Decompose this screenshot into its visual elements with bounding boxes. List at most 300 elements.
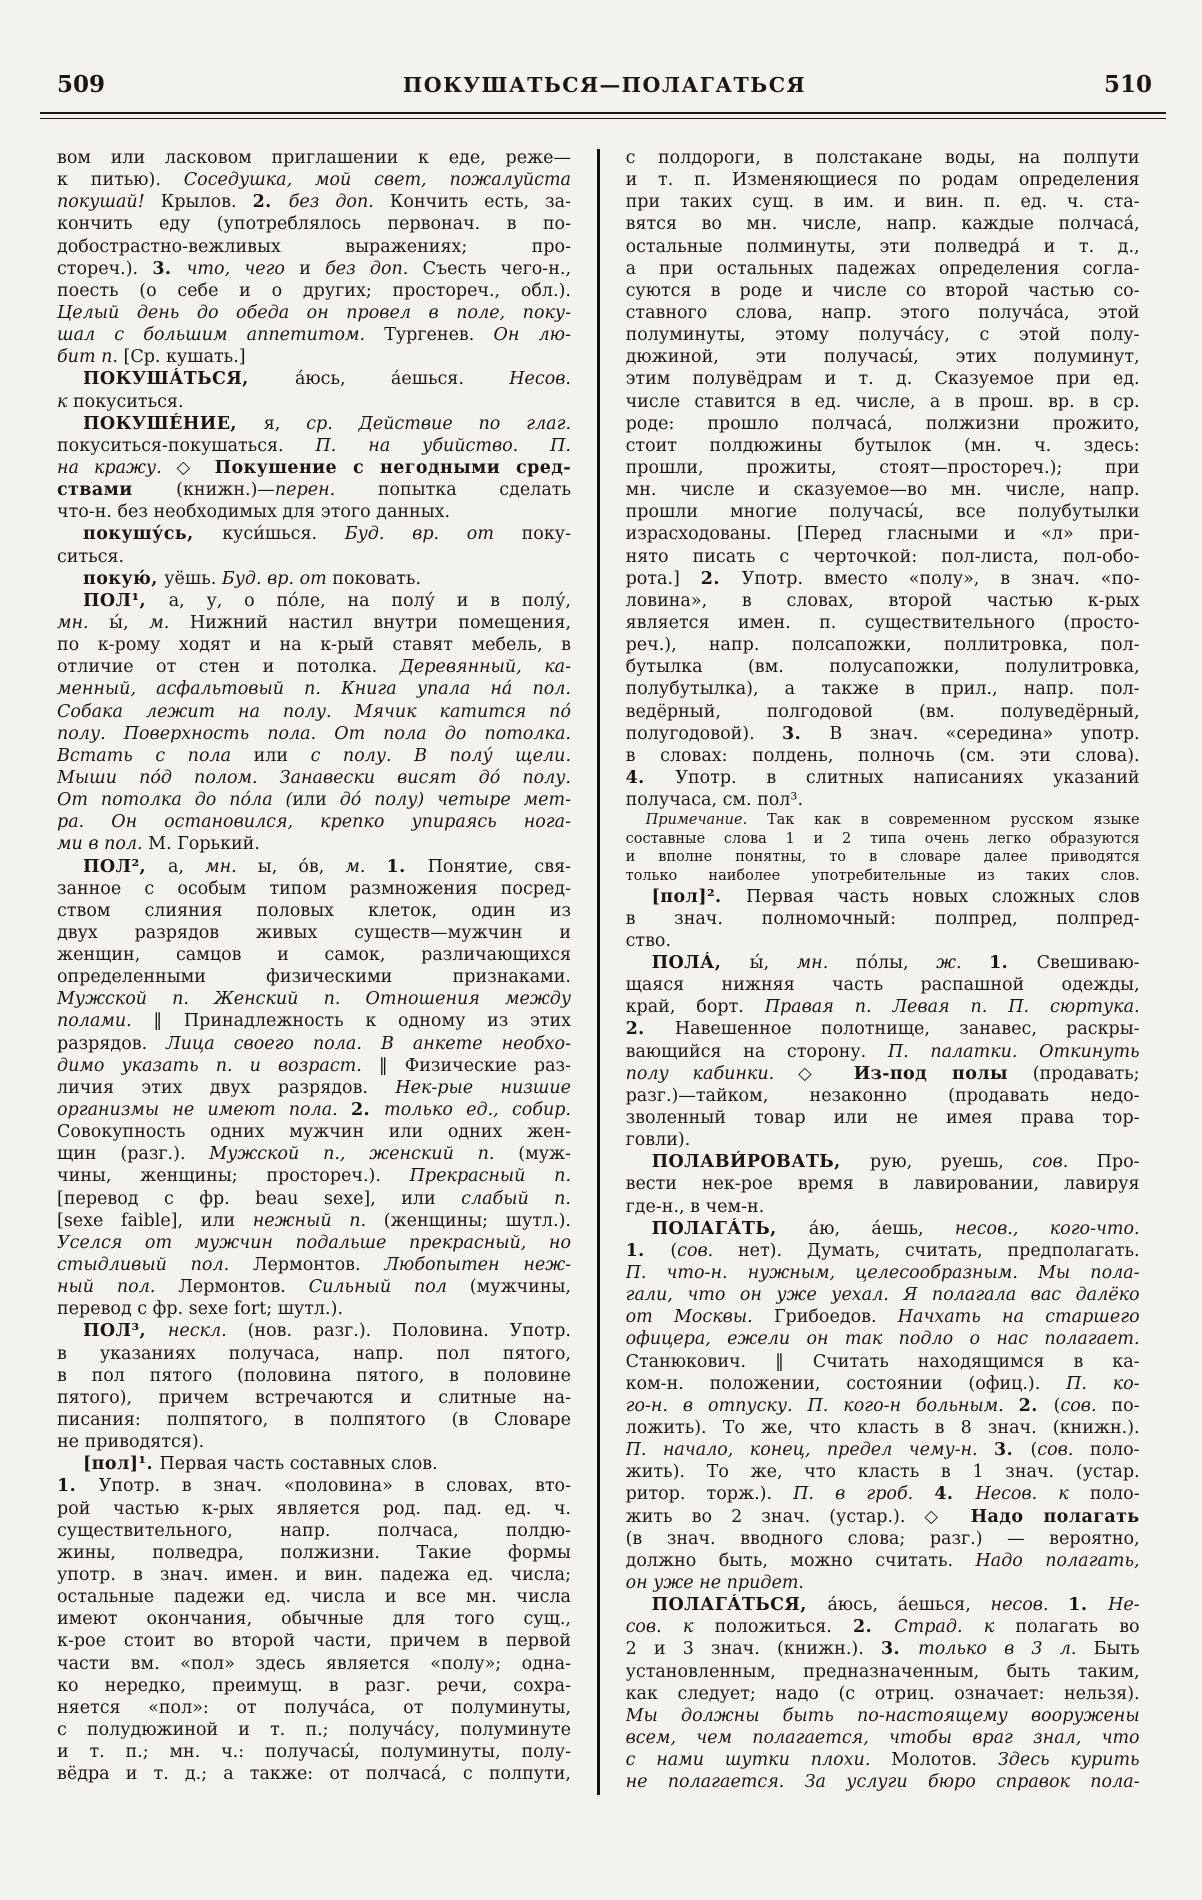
text-line (626, 1373, 1140, 1395)
text-line (626, 767, 1140, 789)
text-segment: ство. (625, 930, 672, 951)
italic-segment: Здесь курить (997, 1750, 1140, 1771)
text-segment: полубутылка), а также в прил., напр. пол- (625, 679, 1140, 700)
italic-segment: Начхать на старшего (897, 1307, 1140, 1328)
text-segment: Тургенев. (384, 325, 494, 346)
text-segment: Станюкович. ‖ Считать находящимся в ка- (625, 1351, 1140, 1372)
text-segment: рую, руешь, (869, 1152, 1033, 1173)
text-line (57, 457, 571, 479)
text-segment: по- (1111, 1395, 1140, 1416)
bold-segment: 1. (386, 856, 428, 877)
italic-segment: сов. (1037, 1440, 1090, 1461)
text-segment: ритор. торж.). (625, 1484, 794, 1505)
text-line (57, 258, 571, 280)
italic-segment: Мужской п., женский п. (209, 1144, 519, 1165)
text-line (626, 236, 1140, 258)
page-number-right: 510 (1103, 71, 1152, 98)
text-line (626, 1240, 1140, 1262)
bold-segment: ПОЛ³, (83, 1321, 168, 1342)
italic-segment: нескл. (167, 1321, 248, 1342)
text-segment: зволенный товар или не имея права тор- (625, 1108, 1140, 1128)
text-line (626, 568, 1140, 590)
text-segment: рота.] (625, 568, 701, 589)
text-segment: жить во 2 знач. (устар.). ◇ (625, 1506, 971, 1527)
text-line (57, 988, 571, 1010)
note-line (626, 830, 1140, 849)
italic-segment: П. на убийство. П. (315, 435, 571, 456)
text-segment: покуситься-покушаться. (57, 435, 316, 456)
text-line (57, 391, 571, 413)
italic-segment: шал с большим аппетитом. (57, 325, 385, 346)
column-divider (597, 149, 600, 1795)
text-line (626, 546, 1140, 568)
text-line (57, 922, 571, 944)
text-line (626, 169, 1140, 191)
bold-segment: Из-под полы (853, 1063, 1033, 1084)
italic-segment: сов. (1032, 1152, 1097, 1173)
text-line (626, 1151, 1140, 1173)
italic-segment: без доп. (325, 258, 423, 279)
text-line (57, 302, 571, 324)
text-segment: нет). Думать, считать, предполагать. (737, 1240, 1140, 1261)
text-segment: прошли многие получасы́, все полубутылки (625, 502, 1140, 523)
bold-segment: 1. (625, 1240, 671, 1261)
text-segment: а, (168, 856, 206, 877)
text-segment: говли). (625, 1130, 691, 1151)
text-segment: бутылка (вм. полусапожки, полулитровка, (625, 657, 1140, 678)
text-line (626, 479, 1140, 501)
text-segment: (продавать; (1032, 1063, 1140, 1084)
text-segment: Употр. в слитных написаниях указаний (675, 767, 1140, 788)
text-line (626, 1483, 1140, 1505)
text-segment: ы́, (749, 953, 797, 974)
text-line (57, 1675, 571, 1697)
text-line (57, 878, 571, 900)
right-column (626, 147, 1140, 1795)
italic-segment: Мы должны быть по-настоящему вооружены (625, 1705, 1140, 1726)
text-segment: [Ср. кушать.] (123, 347, 246, 368)
italic-segment: к (57, 391, 74, 412)
text-segment: Нижний настил внутри помещения, (189, 612, 571, 633)
text-segment: ложить). То же, что класть в 8 знач. (книжн.). (625, 1417, 1140, 1438)
italic-segment: полу кабинки. (625, 1063, 799, 1084)
text-line (57, 1210, 571, 1232)
text-segment: числе ставится в ед. числе, а в прош. вр. в ср. (625, 391, 1140, 412)
text-line (626, 368, 1140, 390)
text-line (57, 1697, 571, 1719)
text-segment: (мужчины, (469, 1277, 571, 1298)
text-line (626, 1727, 1140, 1749)
italic-segment: Мыши по́д полом. Занавески висят до́ полу. (57, 767, 571, 788)
text-segment: составные слова 1 и 2 типа очень легко образуются (625, 830, 1140, 847)
text-line (626, 590, 1140, 612)
text-segment: получаса, см. пол³. (625, 790, 804, 811)
text-segment: ( (670, 1240, 678, 1261)
text-segment: а́юсь, а́ешься. (294, 369, 510, 390)
italic-segment: без доп. (288, 192, 390, 213)
italic-segment: ный пол. (57, 1277, 179, 1298)
text-line (57, 191, 571, 213)
text-line (626, 457, 1140, 479)
text-segment: стоит полдюжины бутылок (мн. ч. здесь: (625, 435, 1140, 456)
text-line (626, 1041, 1140, 1063)
text-segment: попытка сделать (377, 480, 571, 501)
text-segment: нято писать с черточкой: пол-листа, пол-обо- (625, 546, 1140, 567)
text-line (57, 1475, 571, 1497)
text-segment: ситься. (57, 546, 125, 567)
text-line (626, 789, 1140, 811)
text-line (626, 908, 1140, 930)
text-line (626, 930, 1140, 952)
text-line (626, 996, 1140, 1018)
italic-segment: Правая п. Левая п. П. сюртука. (764, 997, 1140, 1018)
italic-segment: несов. (990, 1595, 1069, 1616)
text-line (626, 1351, 1140, 1373)
text-line (626, 723, 1140, 745)
italic-segment: мн. (205, 856, 258, 877)
text-line (57, 590, 571, 612)
text-segment: как следует; надо (с отриц. означает: нельзя). (625, 1683, 1140, 1704)
italic-segment: несов., кого-что. (954, 1218, 1140, 1239)
italic-segment: организмы не имеют пола. (57, 1100, 351, 1121)
text-segment: Так как в современном русском языке (766, 812, 1140, 829)
text-segment: отличие от стен и потолка. (57, 657, 400, 678)
page-number-left: 509 (57, 71, 106, 98)
text-line (57, 501, 571, 523)
italic-segment: гали, что он уже уехал. Я полагала вас далёко (625, 1285, 1140, 1306)
text-segment: личия этих двух разрядов. (57, 1077, 396, 1098)
italic-segment: Несов. к (975, 1484, 1090, 1505)
text-segment: или (253, 745, 311, 766)
text-line (626, 1063, 1140, 1085)
text-segment: к питью). (57, 170, 184, 191)
text-line (57, 1653, 571, 1675)
text-segment: поесть (о себе и о других; простореч., обл.). (57, 280, 571, 301)
text-line (57, 856, 571, 878)
bold-segment: ПОЛАГА́ТЬСЯ, (651, 1595, 828, 1616)
text-line (57, 413, 571, 435)
italic-segment: всем, чем полагается, чтобы враг знал, что (625, 1727, 1140, 1748)
text-line (57, 1099, 571, 1121)
text-segment: ставного слова, напр. этого получа́са, этой (625, 302, 1140, 323)
text-segment: а́ю, а́ешь, (808, 1218, 955, 1239)
bold-segment: 2. (853, 1617, 895, 1638)
bold-segment: 2. (1018, 1395, 1054, 1416)
text-segment: ством слияния половых клеток, один из (57, 900, 571, 921)
italic-segment: мн. (57, 612, 110, 633)
text-segment: поло- (1089, 1484, 1140, 1505)
text-segment: вятся во мн. числе, напр. каждые полчаса́, (625, 214, 1140, 235)
text-segment: В знач. «середина» употр. (829, 723, 1140, 744)
italic-segment: П. палатки. Откинуть (887, 1041, 1140, 1062)
text-segment: Совокупность одних мужчин или одних жен- (57, 1122, 571, 1143)
text-line (626, 302, 1140, 324)
text-line (57, 568, 571, 590)
text-segment: поло- (1089, 1440, 1140, 1461)
italic-segment: От потолка до по́ла ( (57, 790, 293, 811)
text-segment: поковать. (332, 568, 422, 589)
bold-segment: ПОЛА́, (651, 953, 750, 974)
italic-segment: менный, асфальтовый п. Книга упала на́ пол. (57, 679, 571, 700)
text-line (57, 346, 571, 368)
italic-segment: П. ко- (1066, 1373, 1140, 1394)
text-line (626, 1018, 1140, 1040)
text-line (57, 1387, 571, 1409)
italic-segment: ми в пол. (57, 834, 149, 855)
text-segment: куси́шься. (222, 524, 345, 545)
text-segment: ( (1030, 1440, 1038, 1461)
text-line (57, 1121, 571, 1143)
text-segment: в знач. полномочный: полпред, полпред- (625, 908, 1140, 929)
text-segment: при таких сущ. в им. и вин. п. ед. ч. ста- (625, 192, 1140, 213)
text-line (626, 1572, 1140, 1594)
text-segment: с полдороги, в полстакане воды, на полпути (625, 148, 1140, 168)
text-segment: няется «пол»: от получа́са, от полуминуты, (57, 1697, 571, 1718)
text-line (626, 745, 1140, 767)
italic-segment: на кражу. (57, 457, 177, 478)
bold-segment: 1. (57, 1476, 99, 1497)
text-segment: а, у, о по́ле, на полу́ и в полу́, (168, 590, 571, 611)
text-line (626, 974, 1140, 996)
text-line (57, 479, 571, 501)
text-segment: Молотов. (891, 1750, 998, 1771)
text-line (57, 1232, 571, 1254)
text-line (57, 1409, 571, 1431)
text-line (626, 213, 1140, 235)
note-line (626, 867, 1140, 886)
text-line (57, 1033, 571, 1055)
text-segment: щаяся нижняя часть распашной одежды, (625, 975, 1140, 996)
text-line (57, 1453, 571, 1475)
italic-segment: Он лю- (493, 325, 571, 346)
text-segment: ловина», в словах, второй частью к-рых (625, 590, 1140, 611)
text-line (57, 745, 571, 767)
text-line (626, 523, 1140, 545)
text-line (626, 1638, 1140, 1660)
text-segment: Съесть чего-н., (422, 258, 571, 279)
italic-segment: ра. Он остановился, крепко упираясь нога- (57, 812, 571, 833)
text-segment: (в знач. вводного слова; разг.) — вероятно, (625, 1528, 1140, 1549)
text-segment: что-н. без необходимых для этого данных. (57, 502, 451, 523)
bold-segment: покушу́сь, (83, 524, 223, 545)
italic-segment: Примечание. (645, 812, 767, 829)
bold-segment: 2. (350, 1100, 385, 1121)
text-segment: ы́, (109, 612, 150, 633)
text-segment: М. Горький. (148, 834, 260, 855)
text-segment: а при остальных падежах определения согла- (625, 258, 1140, 279)
bold-segment: [пол]¹. (83, 1454, 160, 1475)
bold-segment: ствами (57, 480, 177, 501)
text-segment: является имен. п. существительного (просто- (625, 612, 1140, 633)
text-segment: писания: полпятого, в полпятого (в Словаре (57, 1410, 571, 1431)
italic-segment: от Москвы. (625, 1307, 774, 1328)
text-segment: суются в роде и числе со второй частью со- (625, 280, 1140, 301)
text-line (626, 1594, 1140, 1616)
bold-segment: ПОЛ², (83, 856, 169, 877)
text-segment: в указаниях получаса, напр. пол пятого, (57, 1343, 571, 1364)
text-segment: этим полувёдрам и т. д. Сказуемое при ед. (625, 369, 1140, 390)
text-segment: 2 и 3 знач. (книжн.). (625, 1639, 881, 1660)
italic-segment: с полу. В полу́ щели. (310, 745, 571, 766)
text-line (626, 1218, 1140, 1240)
text-line (626, 678, 1140, 700)
text-line (57, 147, 571, 169)
text-line (57, 1010, 571, 1032)
italic-segment: нежный п. (252, 1210, 384, 1231)
text-segment: добострастно-вежливых выражениях; про- (57, 236, 571, 257)
text-line (57, 1719, 571, 1741)
text-line (57, 1520, 571, 1542)
text-line (626, 656, 1140, 678)
text-segment: ◇ (176, 457, 215, 478)
italic-segment: Несов. (509, 369, 571, 390)
text-segment: только наиболее употребительные из таких слов. (625, 868, 1140, 884)
text-segment: Первая часть составных слов. (159, 1454, 438, 1475)
italic-segment: только ед., собир. (384, 1100, 571, 1121)
text-line (57, 1055, 571, 1077)
text-line (626, 701, 1140, 723)
text-line (626, 391, 1140, 413)
italic-segment: что, чего (186, 258, 300, 279)
text-segment: имеют окончания, обычные для того сущ., (57, 1609, 571, 1630)
text-line (626, 1085, 1140, 1107)
text-segment: и т. п.; мн. ч.: получасы́, полуминуты, полу- (57, 1742, 571, 1763)
text-segment: полагать во (1015, 1617, 1140, 1638)
italic-segment: П. в гроб. (793, 1484, 935, 1505)
italic-segment: Надо полагать, (975, 1550, 1140, 1571)
text-line (626, 1417, 1140, 1439)
text-segment: перевод с фр. sexe fort; шутл.). (57, 1299, 344, 1320)
running-title: ПОКУШАТЬСЯ—ПОЛАГАТЬСЯ (402, 73, 807, 97)
text-line (626, 886, 1140, 908)
text-segment: ко нередко, преимущ. в разг. речи, сохра- (57, 1675, 571, 1696)
text-line (57, 1763, 571, 1785)
text-segment: не приводятся). (57, 1432, 205, 1453)
text-line (626, 634, 1140, 656)
italic-segment: полу. Поверхность пола. От пола до потолка. (57, 723, 571, 744)
italic-segment: димо указать п. и возраст. (57, 1055, 379, 1076)
bold-segment: 4. (934, 1484, 976, 1505)
text-line (57, 368, 571, 390)
text-line (57, 236, 571, 258)
text-line (57, 944, 571, 966)
italic-segment: он уже не придет. (625, 1572, 804, 1593)
text-line (57, 280, 571, 302)
text-segment: кончить еду (употреблялось первонач. в по- (57, 214, 571, 235)
text-line (626, 1328, 1140, 1350)
text-segment: Про- (1096, 1152, 1140, 1173)
text-line (57, 523, 571, 545)
text-line (626, 280, 1140, 302)
text-line (57, 1298, 571, 1320)
text-line (57, 435, 571, 457)
text-segment: и вполне понятны, то в словаре далее приводятся (625, 849, 1140, 866)
bold-segment: Надо полагать (970, 1506, 1140, 1527)
bold-segment: покую́, (83, 568, 165, 589)
text-line (626, 1173, 1140, 1195)
text-segment: Быть (1093, 1639, 1140, 1660)
text-segment: Употр. в знач. «половина» в словах, вто- (98, 1476, 571, 1497)
text-line (626, 1129, 1140, 1151)
italic-segment: Буд. вр. от (344, 524, 522, 545)
italic-segment: сов. к (625, 1617, 715, 1638)
text-line (626, 413, 1140, 435)
italic-segment: сов. (677, 1240, 738, 1261)
text-segment: чины, женщины; простореч.). (57, 1166, 410, 1187)
italic-segment: полами. (57, 1011, 154, 1032)
italic-segment: го-н. в отпуску. П. кого-н больным. (625, 1395, 1019, 1416)
text-line (626, 1107, 1140, 1129)
bold-segment: ПОЛ¹, (83, 590, 169, 611)
italic-segment: бит п. (57, 347, 124, 368)
bold-segment: [пол]². (651, 886, 747, 907)
text-segment: в пол пятого (половина пятого, в половине (57, 1365, 571, 1386)
text-line (57, 1343, 571, 1365)
bold-segment: ПОЛАВИ́РОВАТЬ, (651, 1152, 870, 1173)
text-line (57, 1254, 571, 1276)
text-segment: полуминуты, этому получа́су, с этой полу- (625, 325, 1140, 346)
text-line (626, 1705, 1140, 1727)
text-segment: части вм. «пол» здесь является «полу»; одна- (57, 1653, 571, 1674)
text-segment: вёдра и т. д.; а также: от полчаса́, с полпути, (57, 1764, 571, 1785)
page-header (57, 70, 1152, 104)
italic-segment: не полагается. За услуги бюро справок пола- (625, 1772, 1140, 1793)
text-line (57, 701, 571, 723)
text-line (57, 789, 571, 811)
text-line (57, 833, 571, 855)
italic-segment: Уселся от мужчин подальше прекрасный, но (57, 1232, 571, 1253)
italic-segment: Деревянный, ка- (399, 657, 571, 678)
text-segment: щин (разг.). (57, 1144, 210, 1165)
left-column (57, 147, 571, 1795)
bold-segment: ПОЛАГА́ТЬ, (651, 1218, 809, 1239)
text-segment: положиться. (714, 1617, 854, 1638)
italic-segment: мн. (796, 953, 856, 974)
bold-segment: 2. (252, 192, 289, 213)
italic-segment: покушай! (57, 192, 161, 213)
italic-segment: Не- (1108, 1595, 1140, 1616)
italic-segment: П. что-н. нужным, целесообразным. Мы пола- (625, 1262, 1140, 1283)
text-line (57, 656, 571, 678)
text-line (626, 1506, 1140, 1528)
text-line (57, 1630, 571, 1652)
bold-segment: 3. (880, 1639, 919, 1660)
text-segment: Грибоедов. (773, 1307, 898, 1328)
text-segment: израсходованы. [Перед гласными и «л» при- (625, 524, 1140, 545)
text-line (57, 324, 571, 346)
text-segment: занное с особым типом размножения посред- (57, 878, 571, 899)
text-line (626, 147, 1140, 169)
text-line (57, 1143, 571, 1165)
italic-segment: м. (149, 612, 190, 633)
text-segment: разг.)—тайком, незаконно (продавать недо- (625, 1085, 1140, 1106)
text-line (57, 612, 571, 634)
text-line (626, 1661, 1140, 1683)
text-segment: и (299, 258, 326, 279)
text-line (626, 1528, 1140, 1550)
text-segment: и т. п. Изменяющиеся по родам определения (625, 170, 1140, 191)
text-segment: Крылов. (160, 192, 253, 213)
bold-segment: 1. (1068, 1595, 1109, 1616)
text-segment: установленным, предназначенным, быть таким, (625, 1661, 1140, 1682)
text-segment: в словах: полдень, полночь (см. эти слова). (625, 745, 1140, 766)
text-segment: стореч.). (57, 258, 153, 279)
text-segment: рой частью к-рых является род. пад. ед. ч. (57, 1498, 571, 1519)
text-line (57, 723, 571, 745)
italic-segment: ср. Действие по глаг. (306, 413, 571, 434)
text-columns (57, 147, 1140, 1795)
italic-segment: Прекрасный п. (409, 1166, 571, 1187)
